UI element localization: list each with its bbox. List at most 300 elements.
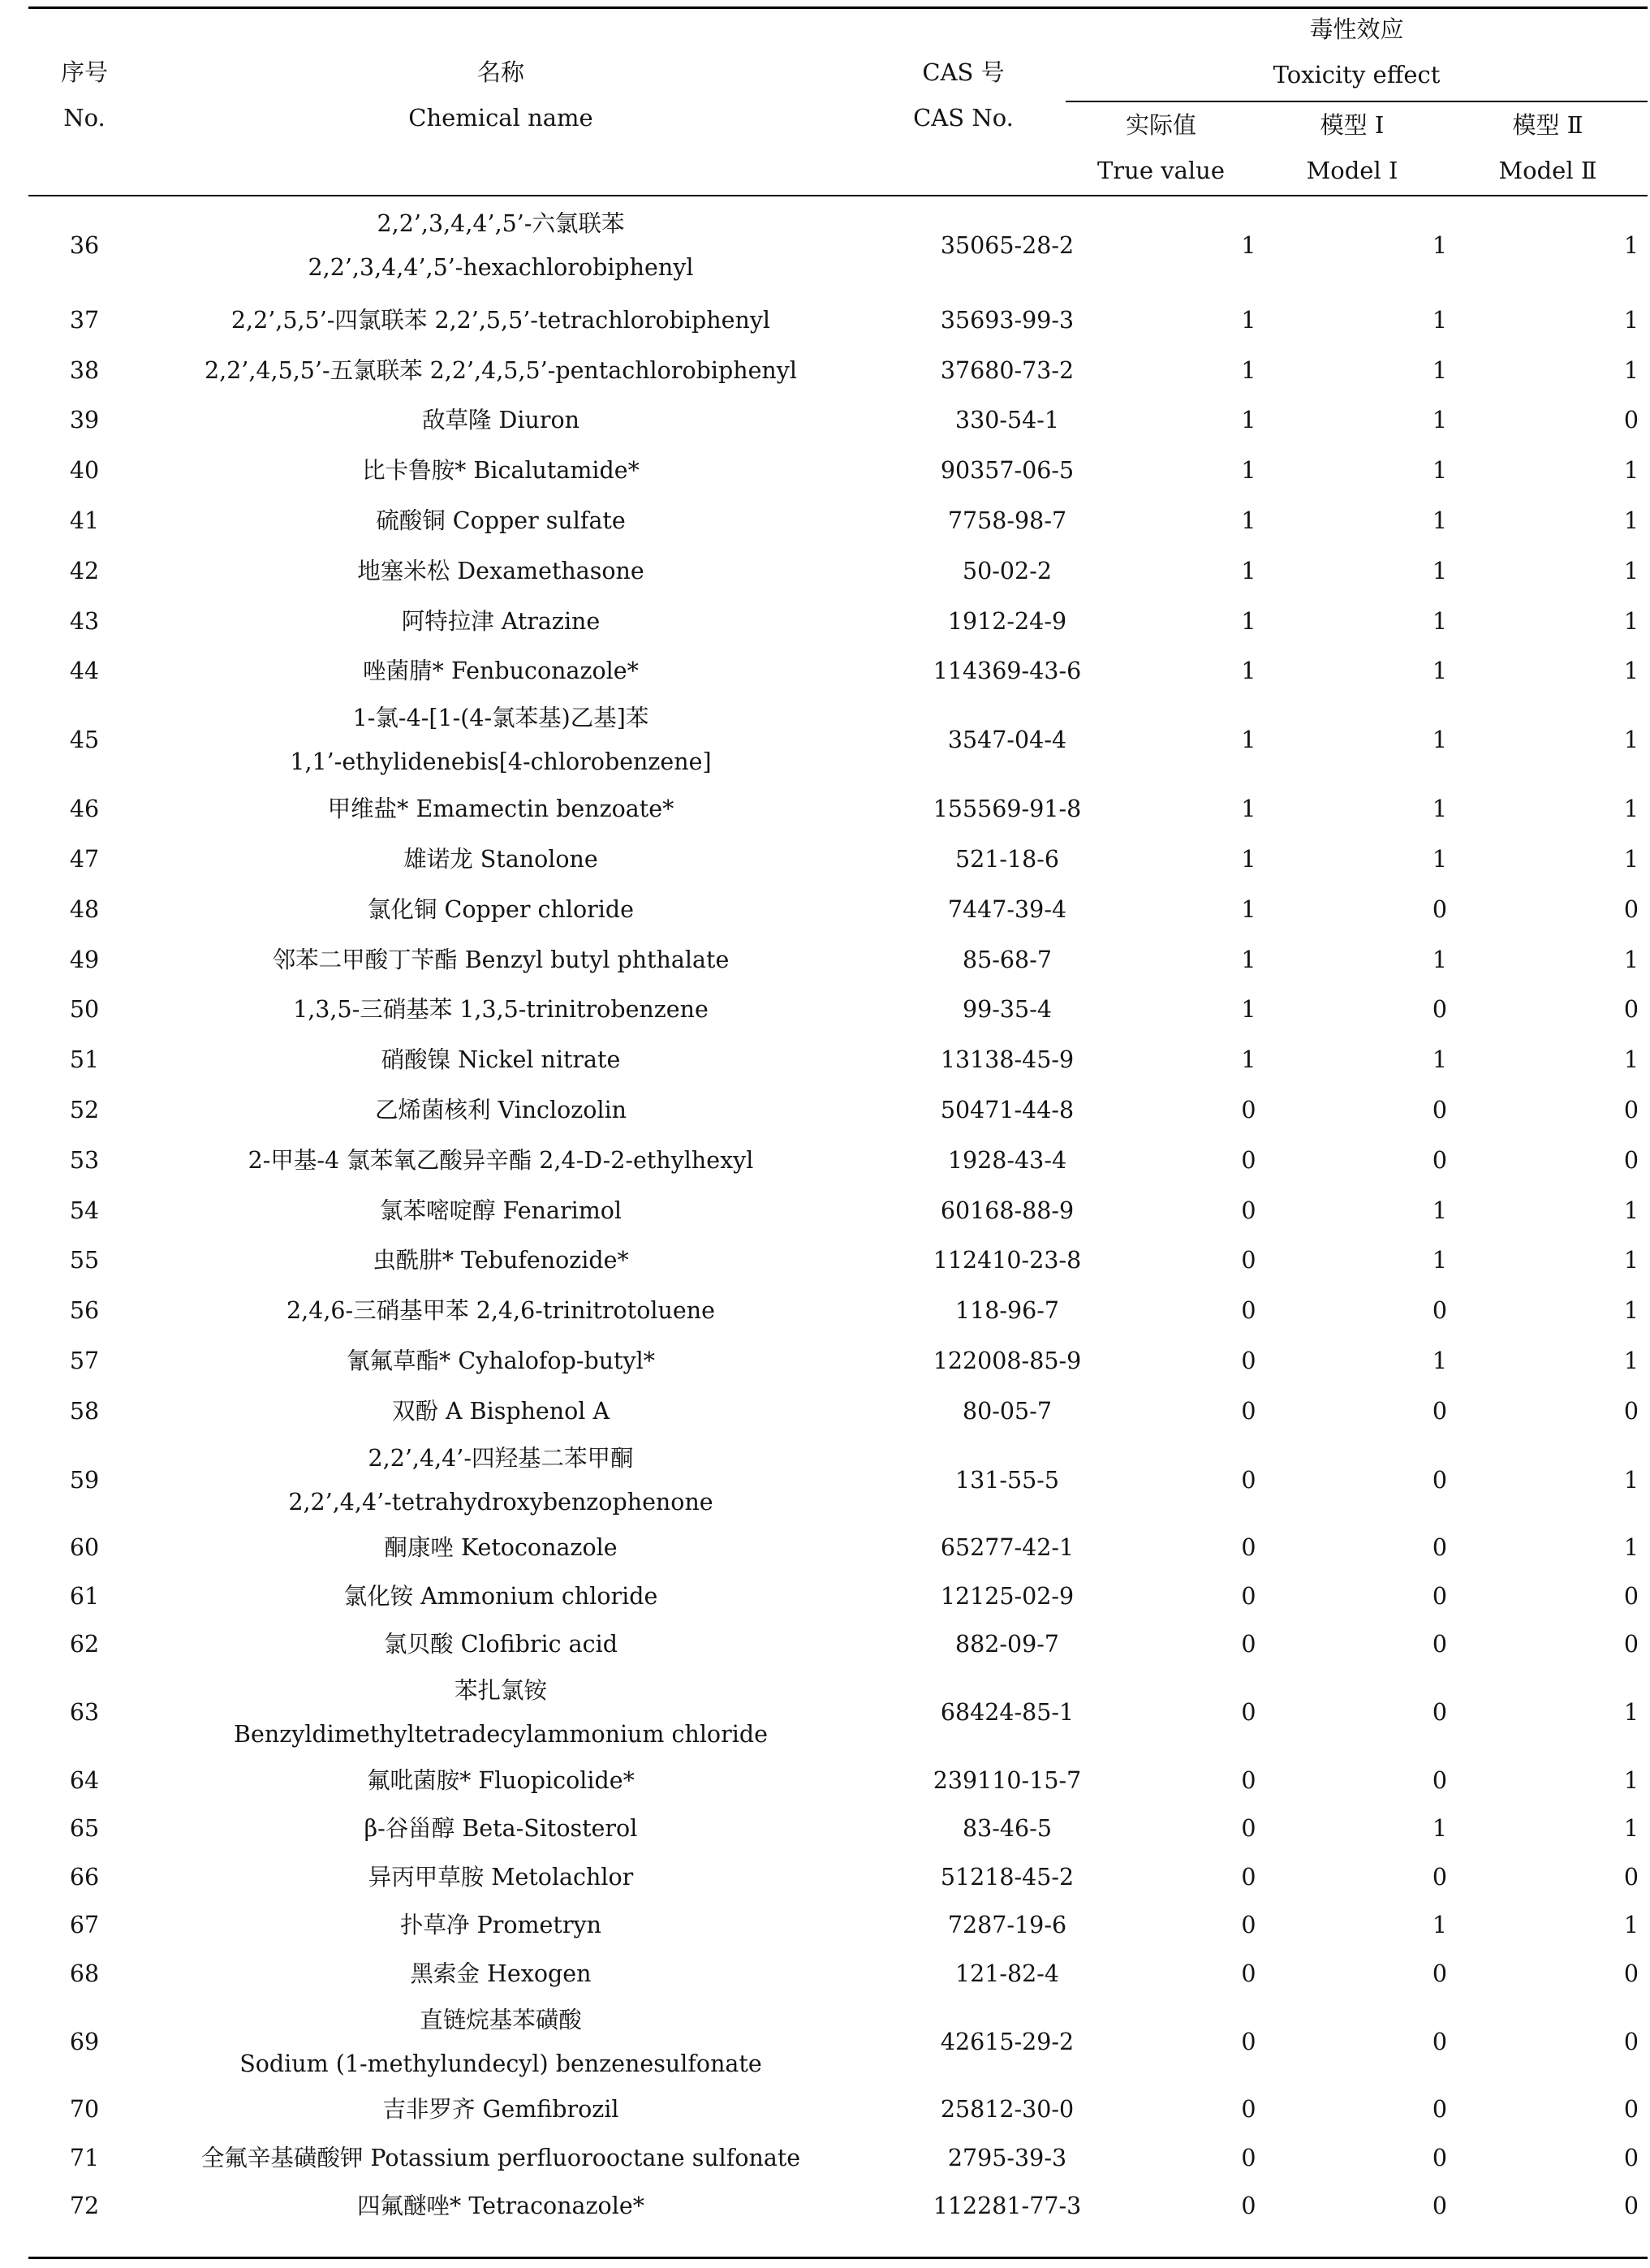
table-row bbox=[28, 346, 1650, 396]
cas-number: 35065-28-2 bbox=[940, 232, 1075, 259]
cas-number: 114369-43-6 bbox=[933, 658, 1082, 685]
table-row bbox=[28, 935, 1650, 985]
table-row bbox=[28, 1853, 1650, 1902]
model1-value: 0 bbox=[1432, 996, 1448, 1024]
model1-value: 1 bbox=[1432, 1197, 1448, 1224]
row-no: 68 bbox=[69, 1960, 100, 1987]
model1-value: 0 bbox=[1432, 1863, 1448, 1891]
cas-number: 155569-91-8 bbox=[933, 796, 1082, 823]
chemical-name-line: 2,2’,4,4’-四羟基二苯甲酮 bbox=[368, 1444, 634, 1472]
model1-value: 1 bbox=[1432, 232, 1448, 259]
toxicity-table bbox=[28, 196, 1650, 2231]
cas-number: 521-18-6 bbox=[954, 846, 1060, 873]
model2-value: 1 bbox=[1623, 1466, 1639, 1494]
cas-number: 51218-45-2 bbox=[940, 1863, 1075, 1891]
row-no: 36 bbox=[69, 232, 100, 259]
true-value: 1 bbox=[1241, 996, 1256, 1024]
chemical-name bbox=[140, 1572, 861, 1621]
true-value: 0 bbox=[1241, 2096, 1256, 2124]
cas-number: 83-46-5 bbox=[963, 1815, 1052, 1843]
model1-value: 0 bbox=[1432, 1960, 1448, 1987]
true-value: 1 bbox=[1241, 895, 1256, 923]
chemical-name bbox=[140, 1437, 861, 1524]
row-no: 37 bbox=[69, 306, 100, 334]
true-value: 0 bbox=[1241, 1397, 1256, 1425]
model1-value: 0 bbox=[1432, 1582, 1448, 1610]
chemical-name bbox=[140, 1757, 861, 1805]
model1-value: 1 bbox=[1432, 796, 1448, 823]
chemical-name-line: 1,3,5-三硝基苯 1,3,5-trinitrobenzene bbox=[293, 996, 709, 1024]
chemical-name bbox=[140, 1902, 861, 1951]
model1-value: 1 bbox=[1432, 507, 1448, 535]
row-no: 52 bbox=[69, 1097, 100, 1124]
cas-number: 112410-23-8 bbox=[933, 1247, 1082, 1274]
cas-number: 1912-24-9 bbox=[947, 607, 1067, 635]
row-no: 40 bbox=[69, 457, 100, 485]
cas-number: 50471-44-8 bbox=[940, 1097, 1075, 1124]
model1-value: 0 bbox=[1432, 2096, 1448, 2124]
model2-value: 0 bbox=[1623, 1097, 1639, 1124]
row-no: 71 bbox=[69, 2144, 100, 2171]
chemical-name-line: 雄诺龙 Stanolone bbox=[403, 846, 598, 873]
model2-value: 0 bbox=[1623, 1146, 1639, 1174]
true-value: 0 bbox=[1241, 1534, 1256, 1562]
table-row bbox=[28, 1186, 1650, 1236]
table-row bbox=[28, 1757, 1650, 1805]
model1-value: 0 bbox=[1432, 2144, 1448, 2171]
cas-number: 122008-85-9 bbox=[933, 1347, 1082, 1375]
chemical-name bbox=[140, 546, 861, 597]
header-name bbox=[140, 58, 861, 132]
cas-number: 882-09-7 bbox=[954, 1631, 1060, 1658]
table-row bbox=[28, 1572, 1650, 1621]
true-value: 1 bbox=[1241, 507, 1256, 535]
chemical-name bbox=[140, 1524, 861, 1573]
row-no: 42 bbox=[69, 557, 100, 584]
header-true-value-en: True value bbox=[1096, 157, 1226, 184]
model1-value: 1 bbox=[1432, 557, 1448, 584]
true-value: 0 bbox=[1241, 1247, 1256, 1274]
model1-value: 0 bbox=[1432, 2028, 1448, 2055]
table-row bbox=[28, 196, 1650, 295]
chemical-name bbox=[140, 784, 861, 834]
cas-number: 65277-42-1 bbox=[940, 1534, 1075, 1562]
chemical-name bbox=[140, 1035, 861, 1085]
table-row bbox=[28, 1236, 1650, 1287]
chemical-name-line: 苯扎氯铵 bbox=[454, 1677, 547, 1705]
table-row bbox=[28, 1669, 1650, 1757]
model1-value: 1 bbox=[1432, 658, 1448, 685]
model1-value: 0 bbox=[1432, 895, 1448, 923]
header-toxicity-zh: 毒性效应 bbox=[1309, 15, 1404, 43]
chemical-name-line: 四氟醚唑* Tetraconazole* bbox=[357, 2193, 644, 2220]
cas-number: 13138-45-9 bbox=[940, 1046, 1075, 1074]
header-true-value bbox=[1066, 110, 1256, 185]
model1-value: 0 bbox=[1432, 1397, 1448, 1425]
true-value: 0 bbox=[1241, 2193, 1256, 2220]
model1-value: 0 bbox=[1432, 1699, 1448, 1727]
table-row bbox=[28, 1035, 1650, 1085]
header-no-zh: 序号 bbox=[60, 58, 108, 86]
model1-value: 1 bbox=[1432, 306, 1448, 334]
chemical-name bbox=[140, 1136, 861, 1186]
model1-value: 1 bbox=[1432, 1347, 1448, 1375]
header-model2-en: Model Ⅱ bbox=[1498, 157, 1597, 184]
table-top-rule bbox=[28, 6, 1648, 9]
chemical-name bbox=[140, 396, 861, 446]
true-value: 1 bbox=[1241, 1046, 1256, 1074]
row-no: 60 bbox=[69, 1534, 100, 1562]
model2-value: 0 bbox=[1623, 1631, 1639, 1658]
cas-number: 239110-15-7 bbox=[933, 1766, 1082, 1794]
true-value: 0 bbox=[1241, 1863, 1256, 1891]
row-no: 63 bbox=[69, 1699, 100, 1727]
chemical-name-line: 地塞米松 Dexamethasone bbox=[357, 557, 644, 584]
row-no: 72 bbox=[69, 2193, 100, 2220]
row-no: 61 bbox=[69, 1582, 100, 1610]
model2-value: 0 bbox=[1623, 407, 1639, 434]
row-no: 66 bbox=[69, 1863, 100, 1891]
model2-value: 0 bbox=[1623, 1582, 1639, 1610]
cas-number: 37680-73-2 bbox=[940, 356, 1075, 384]
chemical-name-line: 2,2’,3,4,4’,5’-hexachlorobiphenyl bbox=[308, 254, 694, 281]
chemical-name-line: 直链烷基苯磺酸 bbox=[420, 2006, 582, 2033]
chemical-name-line: 全氟辛基磺酸钾 Potassium perfluorooctane sulfonate bbox=[200, 2144, 801, 2171]
chemical-name bbox=[140, 1236, 861, 1287]
chemical-name-line: 1,1’-ethylidenebis[4-chlorobenzene] bbox=[290, 748, 712, 776]
model2-value: 1 bbox=[1623, 727, 1639, 754]
model1-value: 0 bbox=[1432, 1146, 1448, 1174]
true-value: 1 bbox=[1241, 306, 1256, 334]
chemical-name-line: 氯化铵 Ammonium chloride bbox=[343, 1582, 658, 1610]
chemical-name-line: 氟吡菌胺* Fluopicolide* bbox=[367, 1766, 635, 1794]
table-row bbox=[28, 1999, 1650, 2086]
chemical-name bbox=[140, 647, 861, 697]
chemical-name-line: 异丙甲草胺 Metolachlor bbox=[368, 1863, 634, 1891]
model2-value: 1 bbox=[1623, 1197, 1639, 1224]
table-row bbox=[28, 2134, 1650, 2183]
model1-value: 0 bbox=[1432, 1766, 1448, 1794]
model2-value: 1 bbox=[1623, 306, 1639, 334]
model1-value: 1 bbox=[1432, 846, 1448, 873]
row-no: 64 bbox=[69, 1766, 100, 1794]
model1-value: 0 bbox=[1432, 1097, 1448, 1124]
model2-value: 1 bbox=[1623, 658, 1639, 685]
header-name-en: Chemical name bbox=[408, 104, 593, 132]
true-value: 1 bbox=[1241, 946, 1256, 973]
chemical-name-line: 1-氯-4-[1-(4-氯苯基)乙基]苯 bbox=[352, 705, 649, 732]
row-no: 39 bbox=[69, 407, 100, 434]
chemical-name-line: 2,4,6-三硝基甲苯 2,4,6-trinitrotoluene bbox=[286, 1297, 715, 1325]
table-row bbox=[28, 784, 1650, 834]
model1-value: 0 bbox=[1432, 1631, 1448, 1658]
cas-number: 7758-98-7 bbox=[947, 507, 1067, 535]
model2-value: 0 bbox=[1623, 1397, 1639, 1425]
header-toxicity-en: Toxicity effect bbox=[1273, 61, 1441, 88]
header-model1-en: Model Ⅰ bbox=[1306, 157, 1398, 184]
header-model2 bbox=[1448, 110, 1648, 185]
chemical-name-line: 扑草净 Prometryn bbox=[400, 1912, 601, 1939]
true-value: 1 bbox=[1241, 232, 1256, 259]
chemical-name bbox=[140, 2086, 861, 2135]
chemical-name-line: 乙烯菌核利 Vinclozolin bbox=[374, 1097, 627, 1124]
header-model1-zh: 模型 Ⅰ bbox=[1320, 111, 1385, 139]
row-no: 53 bbox=[69, 1146, 100, 1174]
model2-value: 1 bbox=[1623, 1699, 1639, 1727]
model2-value: 1 bbox=[1623, 1247, 1639, 1274]
model1-value: 1 bbox=[1432, 1815, 1448, 1843]
table-row bbox=[28, 1621, 1650, 1670]
cas-number: 68424-85-1 bbox=[940, 1699, 1075, 1727]
row-no: 67 bbox=[69, 1912, 100, 1939]
model2-value: 1 bbox=[1623, 557, 1639, 584]
true-value: 0 bbox=[1241, 1146, 1256, 1174]
chemical-name-line: 阿特拉津 Atrazine bbox=[401, 607, 601, 635]
true-value: 0 bbox=[1241, 1466, 1256, 1494]
table-row bbox=[28, 1437, 1650, 1524]
cas-number: 99-35-4 bbox=[963, 996, 1052, 1024]
row-no: 44 bbox=[69, 658, 100, 685]
true-value: 1 bbox=[1241, 557, 1256, 584]
chemical-name-line: 氯贝酸 Clofibric acid bbox=[384, 1631, 618, 1658]
cas-number: 2795-39-3 bbox=[947, 2144, 1067, 2171]
table-page bbox=[28, 0, 1648, 2268]
row-no: 49 bbox=[69, 946, 100, 973]
model2-value: 0 bbox=[1623, 2096, 1639, 2124]
header-model1 bbox=[1256, 110, 1448, 185]
true-value: 1 bbox=[1241, 356, 1256, 384]
header-name-zh: 名称 bbox=[476, 58, 524, 86]
true-value: 0 bbox=[1241, 1297, 1256, 1325]
model1-value: 1 bbox=[1432, 1046, 1448, 1074]
model2-value: 1 bbox=[1623, 457, 1639, 485]
model1-value: 0 bbox=[1432, 1297, 1448, 1325]
true-value: 0 bbox=[1241, 1097, 1256, 1124]
chemical-name-line: 敌草隆 Diuron bbox=[421, 407, 580, 434]
row-no: 55 bbox=[69, 1247, 100, 1274]
row-no: 48 bbox=[69, 895, 100, 923]
model2-value: 1 bbox=[1623, 1297, 1639, 1325]
chemical-name-line: 邻苯二甲酸丁苄酯 Benzyl butyl phthalate bbox=[272, 946, 730, 973]
header-no-en: No. bbox=[63, 104, 106, 132]
table-row bbox=[28, 834, 1650, 885]
model1-value: 1 bbox=[1432, 607, 1448, 635]
header-cas-en: CAS No. bbox=[913, 104, 1014, 132]
chemical-name bbox=[140, 1853, 861, 1902]
chemical-name-line: 氰氟草酯* Cyhalofop-butyl* bbox=[347, 1347, 655, 1375]
chemical-name bbox=[140, 696, 861, 784]
true-value: 0 bbox=[1241, 1960, 1256, 1987]
chemical-name-line: 甲维盐* Emamectin benzoate* bbox=[327, 796, 674, 823]
table-row bbox=[28, 647, 1650, 697]
toxicity-sub-rule bbox=[1066, 101, 1648, 102]
chemical-name bbox=[140, 885, 861, 935]
model2-value: 1 bbox=[1623, 1046, 1639, 1074]
chemical-name bbox=[140, 446, 861, 496]
header-model2-zh: 模型 Ⅱ bbox=[1512, 111, 1583, 139]
model2-value: 1 bbox=[1623, 507, 1639, 535]
model2-value: 0 bbox=[1623, 2144, 1639, 2171]
model2-value: 0 bbox=[1623, 2028, 1639, 2055]
chemical-name bbox=[140, 1999, 861, 2086]
cas-number: 12125-02-9 bbox=[940, 1582, 1075, 1610]
true-value: 1 bbox=[1241, 607, 1256, 635]
model1-value: 0 bbox=[1432, 1466, 1448, 1494]
true-value: 0 bbox=[1241, 1582, 1256, 1610]
table-row bbox=[28, 546, 1650, 597]
model1-value: 1 bbox=[1432, 356, 1448, 384]
model1-value: 1 bbox=[1432, 1912, 1448, 1939]
chemical-name bbox=[140, 1805, 861, 1854]
chemical-name-line: 2,2’,5,5’-四氯联苯 2,2’,5,5’-tetrachlorobiphenyl bbox=[230, 306, 771, 334]
model1-value: 1 bbox=[1432, 1247, 1448, 1274]
table-row bbox=[28, 597, 1650, 647]
model2-value: 1 bbox=[1623, 1815, 1639, 1843]
table-row bbox=[28, 1524, 1650, 1573]
table-row bbox=[28, 696, 1650, 784]
cas-number: 60168-88-9 bbox=[940, 1197, 1075, 1224]
header-cas bbox=[861, 58, 1066, 132]
row-no: 50 bbox=[69, 996, 100, 1024]
cas-number: 80-05-7 bbox=[963, 1397, 1052, 1425]
chemical-name bbox=[140, 496, 861, 546]
cas-number: 112281-77-3 bbox=[933, 2193, 1082, 2220]
row-no: 41 bbox=[69, 507, 100, 535]
chemical-name-line: Sodium (1-methylundecyl) benzenesulfonate bbox=[239, 2050, 762, 2077]
chemical-name bbox=[140, 295, 861, 346]
cas-number: 1928-43-4 bbox=[947, 1146, 1067, 1174]
chemical-name-line: Benzyldimethyltetradecylammonium chloride bbox=[234, 1721, 768, 1748]
chemical-name bbox=[140, 346, 861, 396]
chemical-name-line: 硫酸铜 Copper sulfate bbox=[376, 507, 626, 535]
model2-value: 1 bbox=[1623, 356, 1639, 384]
chemical-name-line: 硝酸镍 Nickel nitrate bbox=[381, 1046, 621, 1074]
chemical-name-line: 2,2’,4,4’-tetrahydroxybenzophenone bbox=[288, 1488, 713, 1516]
chemical-name-line: 黑索金 Hexogen bbox=[410, 1960, 592, 1987]
cas-number: 90357-06-5 bbox=[940, 457, 1075, 485]
true-value: 1 bbox=[1241, 727, 1256, 754]
row-no: 47 bbox=[69, 846, 100, 873]
cas-number: 85-68-7 bbox=[963, 946, 1052, 973]
chemical-name bbox=[140, 2134, 861, 2183]
model2-value: 0 bbox=[1623, 996, 1639, 1024]
table-row bbox=[28, 1805, 1650, 1854]
table-bottom-rule bbox=[28, 2257, 1648, 2259]
true-value: 1 bbox=[1241, 796, 1256, 823]
row-no: 38 bbox=[69, 356, 100, 384]
header-cas-zh: CAS 号 bbox=[922, 58, 1005, 86]
row-no: 69 bbox=[69, 2028, 100, 2055]
row-no: 65 bbox=[69, 1815, 100, 1843]
true-value: 0 bbox=[1241, 1815, 1256, 1843]
chemical-name-line: 虫酰肼* Tebufenozide* bbox=[373, 1247, 629, 1274]
table-row bbox=[28, 1136, 1650, 1186]
header-true-value-zh: 实际值 bbox=[1125, 111, 1196, 139]
chemical-name bbox=[140, 1336, 861, 1386]
model2-value: 0 bbox=[1623, 895, 1639, 923]
table-row bbox=[28, 295, 1650, 346]
chemical-name-line: 2,2’,4,5,5’-五氯联苯 2,2’,4,5,5’-pentachlorobiphenyl bbox=[204, 356, 798, 384]
cas-number: 25812-30-0 bbox=[940, 2096, 1075, 2124]
table-row bbox=[28, 1286, 1650, 1336]
table-row bbox=[28, 496, 1650, 546]
row-no: 51 bbox=[69, 1046, 100, 1074]
cas-number: 35693-99-3 bbox=[940, 306, 1075, 334]
table-body bbox=[28, 196, 1650, 2231]
row-no: 45 bbox=[69, 727, 100, 754]
true-value: 0 bbox=[1241, 1766, 1256, 1794]
chemical-name bbox=[140, 834, 861, 885]
true-value: 0 bbox=[1241, 1631, 1256, 1658]
cas-number: 330-54-1 bbox=[954, 407, 1060, 434]
model1-value: 1 bbox=[1432, 946, 1448, 973]
model1-value: 1 bbox=[1432, 407, 1448, 434]
model2-value: 1 bbox=[1623, 1766, 1639, 1794]
model2-value: 1 bbox=[1623, 946, 1639, 973]
model2-value: 0 bbox=[1623, 1863, 1639, 1891]
table-row bbox=[28, 2183, 1650, 2231]
chemical-name bbox=[140, 1286, 861, 1336]
model2-value: 1 bbox=[1623, 1534, 1639, 1562]
chemical-name-line: 2-甲基-4 氯苯氧乙酸异辛酯 2,4-D-2-ethylhexyl bbox=[248, 1146, 754, 1174]
true-value: 0 bbox=[1241, 1912, 1256, 1939]
model1-value: 0 bbox=[1432, 1534, 1448, 1562]
header-no bbox=[28, 58, 140, 132]
chemical-name-line: 氯苯嘧啶醇 Fenarimol bbox=[379, 1197, 623, 1224]
model2-value: 1 bbox=[1623, 607, 1639, 635]
table-row bbox=[28, 446, 1650, 496]
model2-value: 1 bbox=[1623, 1347, 1639, 1375]
chemical-name bbox=[140, 597, 861, 647]
cas-number: 50-02-2 bbox=[963, 557, 1052, 584]
chemical-name bbox=[140, 1950, 861, 1999]
table-row bbox=[28, 1950, 1650, 1999]
model2-value: 1 bbox=[1623, 1912, 1639, 1939]
row-no: 43 bbox=[69, 607, 100, 635]
chemical-name bbox=[140, 1669, 861, 1757]
row-no: 54 bbox=[69, 1197, 100, 1224]
chemical-name bbox=[140, 1386, 861, 1437]
model1-value: 1 bbox=[1432, 727, 1448, 754]
chemical-name bbox=[140, 1085, 861, 1136]
chemical-name bbox=[140, 935, 861, 985]
table-row bbox=[28, 885, 1650, 935]
cas-number: 121-82-4 bbox=[954, 1960, 1060, 1987]
row-no: 57 bbox=[69, 1347, 100, 1375]
chemical-name bbox=[140, 2183, 861, 2231]
true-value: 0 bbox=[1241, 1699, 1256, 1727]
row-no: 46 bbox=[69, 796, 100, 823]
chemical-name-line: 酮康唑 Ketoconazole bbox=[384, 1534, 618, 1562]
true-value: 0 bbox=[1241, 2144, 1256, 2171]
true-value: 1 bbox=[1241, 457, 1256, 485]
table-row bbox=[28, 1902, 1650, 1951]
chemical-name-line: β-谷甾醇 Beta-Sitosterol bbox=[364, 1815, 638, 1843]
model2-value: 1 bbox=[1623, 796, 1639, 823]
true-value: 0 bbox=[1241, 1347, 1256, 1375]
true-value: 0 bbox=[1241, 2028, 1256, 2055]
chemical-name bbox=[140, 196, 861, 295]
true-value: 1 bbox=[1241, 658, 1256, 685]
cas-number: 42615-29-2 bbox=[940, 2028, 1075, 2055]
row-no: 58 bbox=[69, 1397, 100, 1425]
model1-value: 1 bbox=[1432, 457, 1448, 485]
table-row bbox=[28, 985, 1650, 1036]
true-value: 1 bbox=[1241, 407, 1256, 434]
chemical-name bbox=[140, 1186, 861, 1236]
chemical-name-line: 唑菌腈* Fenbuconazole* bbox=[363, 658, 639, 685]
model2-value: 0 bbox=[1623, 2193, 1639, 2220]
